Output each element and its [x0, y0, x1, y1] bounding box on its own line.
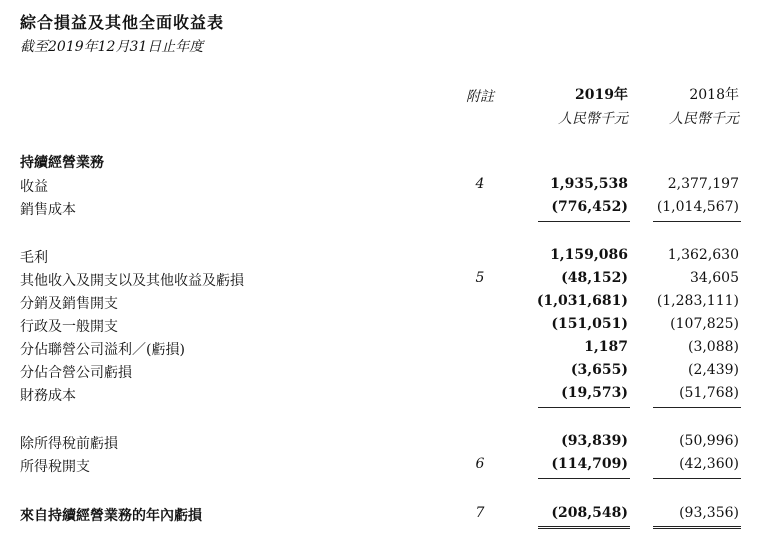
row-label: 除所得稅前虧損 [20, 436, 118, 452]
row-note: 7 [475, 505, 485, 521]
value-2019: (208,548) [551, 505, 628, 521]
value-2019: (151,051) [551, 316, 628, 332]
value-2019: (1,031,681) [536, 293, 628, 309]
row-note: 5 [475, 270, 485, 286]
table-row [0, 360, 759, 382]
table-row [0, 268, 759, 290]
table-row [0, 197, 759, 219]
year-2019-header: 2019年 [575, 87, 628, 103]
table-row [0, 383, 759, 405]
value-2018: (1,283,111) [656, 293, 739, 309]
row-label: 所得稅開支 [20, 459, 90, 475]
row-label: 分佔合營公司虧損 [20, 365, 132, 381]
row-label: 財務成本 [20, 388, 76, 404]
value-2019: (48,152) [561, 270, 628, 286]
value-2018: 1,362,630 [667, 247, 739, 263]
row-note: 6 [475, 456, 485, 472]
year-2018-header: 2018年 [689, 87, 739, 103]
value-2019: 1,159,086 [550, 247, 628, 263]
row-label: 銷售成本 [20, 202, 76, 218]
row-label: 收益 [20, 179, 48, 195]
table-row [0, 174, 759, 196]
subtotal-rule-2018 [653, 407, 741, 408]
value-2018: (51,768) [679, 385, 739, 401]
value-2019: 1,935,538 [550, 176, 628, 192]
value-2018: (93,356) [679, 505, 739, 521]
value-2018: (107,825) [670, 316, 739, 332]
value-2019: (3,655) [570, 362, 628, 378]
value-2019: (93,839) [561, 433, 628, 449]
value-2019: (114,709) [551, 456, 628, 472]
table-row [0, 503, 759, 525]
subtotal-rule-2018 [653, 221, 741, 222]
statement-title: 綜合損益及其他全面收益表 [20, 13, 225, 32]
value-2018: (50,996) [679, 433, 739, 449]
table-row [0, 431, 759, 453]
subtotal-rule-2019 [538, 407, 630, 408]
table-row [0, 454, 759, 476]
table-row [0, 150, 759, 172]
table-row [0, 291, 759, 313]
statement-period: 截至2019年12月31日止年度 [20, 39, 204, 55]
value-2019: (19,573) [561, 385, 628, 401]
value-2018: (3,088) [687, 339, 739, 355]
unit-2019-header: 人民幣千元 [558, 111, 628, 127]
note-column-header: 附註 [466, 89, 494, 105]
value-2018: (2,439) [687, 362, 739, 378]
total-rule-2018 [653, 526, 741, 529]
section-heading: 持續經營業務 [20, 155, 104, 171]
row-note: 4 [475, 176, 485, 192]
subtotal-rule-2018 [653, 478, 741, 479]
value-2018: 2,377,197 [667, 176, 739, 192]
table-row [0, 314, 759, 336]
row-label: 其他收入及開支以及其他收益及虧損 [20, 273, 244, 289]
value-2019: (776,452) [551, 199, 628, 215]
total-label: 來自持續經營業務的年內虧損 [20, 508, 202, 524]
unit-2018-header: 人民幣千元 [669, 111, 739, 127]
subtotal-rule-2019 [538, 221, 630, 222]
subtotal-rule-2019 [538, 478, 630, 479]
row-label: 行政及一般開支 [20, 319, 118, 335]
value-2018: (1,014,567) [656, 199, 739, 215]
table-row [0, 337, 759, 359]
row-label: 分銷及銷售開支 [20, 296, 118, 312]
value-2018: (42,360) [679, 456, 739, 472]
total-rule-2019 [538, 526, 630, 529]
row-label: 分佔聯營公司溢利／(虧損) [20, 342, 185, 358]
value-2018: 34,605 [690, 270, 739, 286]
row-label: 毛利 [20, 250, 48, 266]
value-2019: 1,187 [584, 339, 628, 355]
table-row [0, 245, 759, 267]
